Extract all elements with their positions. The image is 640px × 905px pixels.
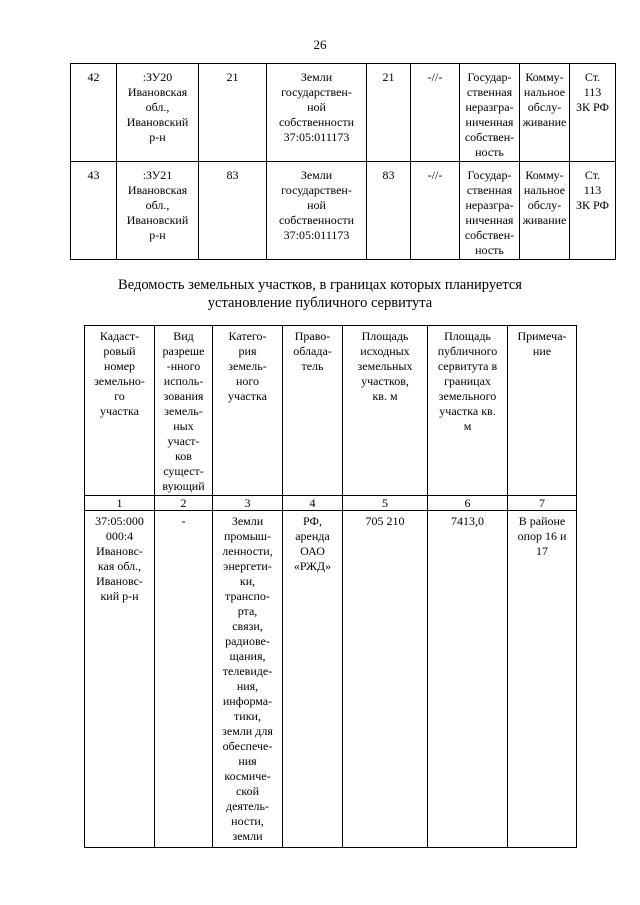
header-right-holder: Право- облада- тель bbox=[283, 326, 343, 496]
ditto-mark: -//- bbox=[411, 64, 460, 162]
parcel-code: :ЗУ21 Ивановская обл., Ивановский р-н bbox=[117, 162, 199, 260]
land-category: Земли государствен- ной собственности 37:05:011173 bbox=[267, 64, 367, 162]
right-holder: РФ, аренда ОАО «РЖД» bbox=[283, 511, 343, 848]
row-number: 43 bbox=[71, 162, 117, 260]
page-number: 26 bbox=[313, 37, 327, 52]
cadastral-number: 37:05:000 000:4 Ивановс- кая обл., Ивановс- кий р-н bbox=[85, 511, 155, 848]
header-servitude-area: Площадь публичного сервитута в границах земельного участка кв. м bbox=[428, 326, 508, 496]
legal-basis: Ст. 113 ЗК РФ bbox=[570, 64, 616, 162]
parcel-area: 83 bbox=[199, 162, 267, 260]
permitted-use: - bbox=[155, 511, 213, 848]
column-number: 2 bbox=[155, 496, 213, 511]
parcel-area-2: 83 bbox=[367, 162, 411, 260]
header-cadastral-number: Кадаст- ровый номер земельно- го участка bbox=[85, 326, 155, 496]
header-note: Примеча- ние bbox=[508, 326, 577, 496]
column-number: 1 bbox=[85, 496, 155, 511]
heading-line-2: установление публичного сервитута bbox=[207, 295, 433, 311]
land-category: Земли государствен- ной собственности 37:05:011173 bbox=[267, 162, 367, 260]
column-number: 7 bbox=[508, 496, 577, 511]
servitude-parcels-table bbox=[84, 325, 577, 848]
ownership: Государ- ственная неразгра- ниченная собствен- ность bbox=[460, 162, 520, 260]
column-number: 5 bbox=[343, 496, 428, 511]
header-permitted-use: Вид разреше -нного исполь- зования земель- ных участ- ков сущест- вующий bbox=[155, 326, 213, 496]
section-heading bbox=[0, 276, 640, 312]
parcel-area: 21 bbox=[199, 64, 267, 162]
column-number: 3 bbox=[213, 496, 283, 511]
permitted-use: Комму- нальное обслу- живание bbox=[520, 162, 570, 260]
land-category: Земли промыш- ленности, энергети- ки, транспо- рта, связи, радиове- щания, телевиде- ния, информа- тики, земли для обеспече- ния космиче- ской деятель- ности, земли bbox=[213, 511, 283, 848]
legal-basis: Ст. 113 ЗК РФ bbox=[570, 162, 616, 260]
table-row bbox=[71, 64, 616, 162]
header-source-area: Площадь исходных земельных участков, кв. м bbox=[343, 326, 428, 496]
parcel-code: :ЗУ20 Ивановская обл., Ивановский р-н bbox=[117, 64, 199, 162]
parcels-continuation-table bbox=[70, 63, 616, 260]
table-header-row bbox=[85, 326, 577, 496]
permitted-use: Комму- нальное обслу- живание bbox=[520, 64, 570, 162]
source-area: 705 210 bbox=[343, 511, 428, 848]
column-number: 6 bbox=[428, 496, 508, 511]
row-number: 42 bbox=[71, 64, 117, 162]
ownership: Государ- ственная неразгра- ниченная собствен- ность bbox=[460, 64, 520, 162]
parcel-area-2: 21 bbox=[367, 64, 411, 162]
header-land-category: Катего- рия земель- ного участка bbox=[213, 326, 283, 496]
ditto-mark: -//- bbox=[411, 162, 460, 260]
column-number-row bbox=[85, 496, 577, 511]
servitude-area: 7413,0 bbox=[428, 511, 508, 848]
note: В районе опор 16 и 17 bbox=[508, 511, 577, 848]
heading-line-1: Ведомость земельных участков, в границах которых планируется bbox=[118, 277, 522, 293]
table-row bbox=[71, 162, 616, 260]
column-number: 4 bbox=[283, 496, 343, 511]
table-row bbox=[85, 511, 577, 848]
